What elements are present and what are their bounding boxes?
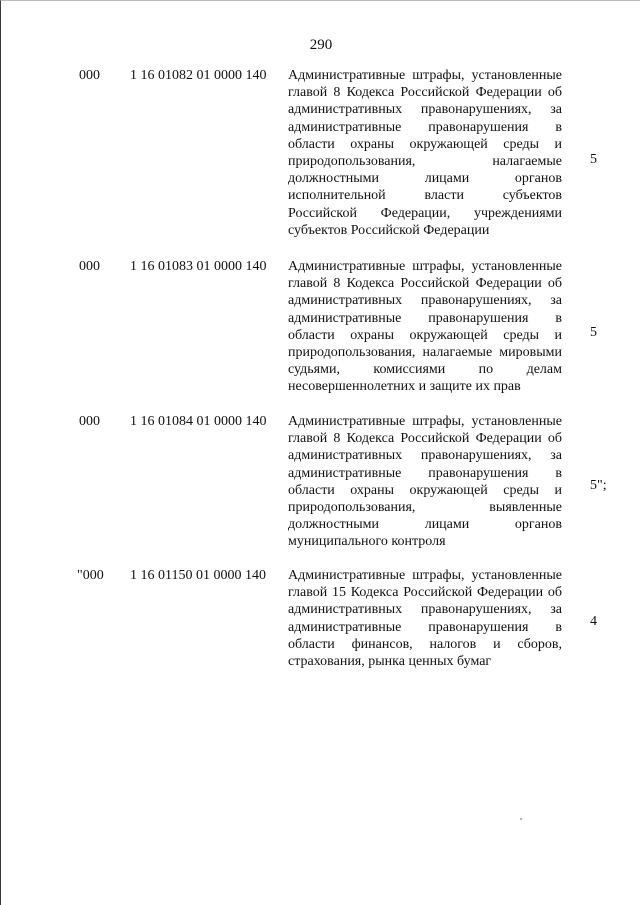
- admin-code: "000: [77, 568, 104, 583]
- income-description: Административные штрафы, установленные главой 8 Кодекса Российской Федерации об административных правонарушениях, за административные правонарушения в области охраны окружающей среды и природопользования, налагаемые должностными лицами органов исполнительной власти субъектов Российской Федерации, учреждениями субъектов Российской Федерации: [288, 68, 562, 238]
- table-row: [1, 567, 640, 670]
- admin-code: 000: [79, 68, 100, 83]
- kbk-code: 1 16 01083 01 0000 140: [130, 259, 267, 274]
- kbk-code: 1 16 01084 01 0000 140: [130, 414, 267, 429]
- scan-speck: [520, 818, 522, 820]
- distribution-norm: 5: [590, 325, 597, 340]
- income-description: Административные штрафы, установленные главой 8 Кодекса Российской Федерации об административных правонарушениях, за административные правонарушения в области охраны окружающей среды и природопользования, налагаемые мировыми судьями, комиссиями по делам несовершеннолетних и защите их прав: [288, 259, 562, 395]
- admin-code: 000: [79, 414, 100, 429]
- table-row: [1, 67, 640, 238]
- page-number: 290: [309, 37, 333, 53]
- distribution-norm: 5: [590, 152, 597, 167]
- income-description: Административные штрафы, установленные главой 8 Кодекса Российской Федерации об административных правонарушениях, за административные правонарушения в области охраны окружающей среды и природопользования, выявленные должностными лицами органов муниципального контроля: [288, 414, 562, 550]
- kbk-code: 1 16 01082 01 0000 140: [130, 68, 267, 83]
- admin-code: 000: [79, 259, 100, 274]
- distribution-norm: 4: [590, 614, 597, 629]
- kbk-code: 1 16 01150 01 0000 140: [130, 568, 266, 583]
- table-row: [1, 413, 640, 550]
- table-row: [1, 258, 640, 395]
- distribution-norm: 5";: [590, 478, 607, 493]
- income-description: Административные штрафы, установленные главой 15 Кодекса Российской Федерации об административных правонарушениях, за административные правонарушения в области финансов, налогов и сборов, страхования, рынка ценных бумаг: [288, 568, 562, 670]
